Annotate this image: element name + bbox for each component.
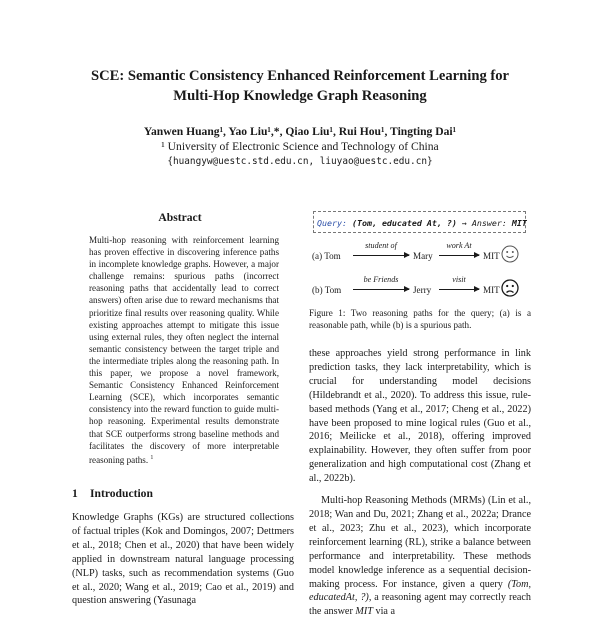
inline-answer: MIT (355, 606, 373, 618)
node: Jerry (413, 285, 432, 295)
answer-value: MIT (511, 218, 527, 228)
paragraph: Multi-hop Reasoning Methods (MRMs) (Lin et al., 2018; Wan and Du, 2021; Zhang et al., 2022a; Drance et al., 2023; Zhu et al., 2023), which incorporate reinforcement learning (RL), strike a balance between performance and interpretability. These methods model knowledge inference as a sequential decision-making process. For instance, given a query (Tom, educatedAt, ?), a reasoning agent may correctly reach the answer MIT via a (309, 495, 532, 618)
node: MIT (483, 285, 500, 295)
arrow (353, 289, 409, 290)
paper-title (40, 66, 560, 106)
edge-label: visit (452, 275, 466, 284)
path-label: (b) Tom (312, 285, 342, 295)
arrow (353, 255, 409, 256)
abstract-heading: Abstract (158, 211, 202, 224)
query-box (313, 211, 526, 233)
happy-face-icon (501, 245, 519, 263)
footnote-mark: 1 (150, 454, 154, 461)
node: Mary (413, 251, 433, 261)
figure-caption: Figure 1: Two reasoning paths for the query; (a) is a reasonable path, while (b) is a spurious path. (309, 308, 531, 331)
abstract-body (89, 234, 279, 466)
introduction-text: Knowledge Graphs (KGs) are structured collections of factual triples (Kok and Domingos, 2007; Dettmers et al., 2018; Chen et al., 2020) that have been widely applied in downstream natural language processing (NLP) tasks, such as recommendation systems (Guo et al., 2020; Wang et al., 2019; Cao et al., 2019) and question answering (Yasunaga (72, 512, 294, 607)
author-block (40, 124, 560, 169)
answer-label: → Answer: (456, 218, 512, 228)
affiliation: ¹ University of Electronic Science and Technology of China (161, 140, 439, 153)
inline-query: (Tom, educatedAt, ?) (309, 578, 531, 604)
author-emails: {huangyw@uestc.std.edu.cn, liuyao@uestc.edu.cn} (167, 156, 433, 167)
section-title: Introduction (90, 487, 153, 500)
query-label: Query: (317, 218, 352, 228)
sad-face-icon (501, 279, 519, 297)
title-line-2: Multi-Hop Knowledge Graph Reasoning (173, 88, 427, 104)
paragraph: these approaches yield strong performance in link prediction tasks, they lack interpretability, which is crucial for understanding model decisions (Hildebrandt et al., 2020). To address this issue, rule-based methods (Yang et al., 2017; Cheng et al., 2022) have been proposed to mine logical rules (Guo et al., 2016; Meilicke et al., 2018), offering improved explainability. However, they often suffer from poor generalization and high computational cost (Zhang et al., 2022b). (309, 348, 531, 485)
path-row-b (309, 275, 531, 301)
edge-label: be Friends (363, 275, 399, 284)
arrow (439, 255, 479, 256)
right-column-body (309, 347, 531, 619)
title-line-1: SCE: Semantic Consistency Enhanced Reinforcement Learning for (90, 68, 510, 84)
introduction-body (72, 511, 294, 608)
path-row-a (309, 241, 531, 267)
section-heading-introduction (72, 487, 153, 500)
edge-label: work At (446, 241, 472, 250)
author-names: Yanwen Huang¹, Yao Liu¹,*, Qiao Liu¹, Rui Hou¹, Tingting Dai¹ (143, 125, 457, 138)
arrow (439, 289, 479, 290)
figure-1 (309, 207, 531, 305)
query-triple: (Tom, educated At, ?) (351, 218, 457, 228)
section-number: 1 (72, 487, 78, 500)
path-label: (a) Tom (312, 251, 341, 261)
node: MIT (483, 251, 500, 261)
edge-label: student of (365, 241, 397, 250)
abstract-text: Multi-hop reasoning with reinforcement learning has proven effective in discovering inference paths in incomplete knowledge graphs. However, a major challenge remains: spurious paths (incorrect reasoning paths that accidentally lead to correct answers) often arise due to reward mechanisms that prioritize final results over reasoning quality. While existing approaches attempt to mitigate this issue using external rules, they often neglect the internal semantic consistency between the target triple and the intermediate triples along the reasoning path. In this paper, we propose a novel framework, Semantic Consistency Enhanced Reinforcement Learning (SCE), which incorporates semantic consistency into the reward function to guide multi-hop reasoning. Experimental results demonstrate that SCE outperforms strong baseline methods and facilitates the discovery of more interpretable reasoning paths. (89, 235, 279, 465)
